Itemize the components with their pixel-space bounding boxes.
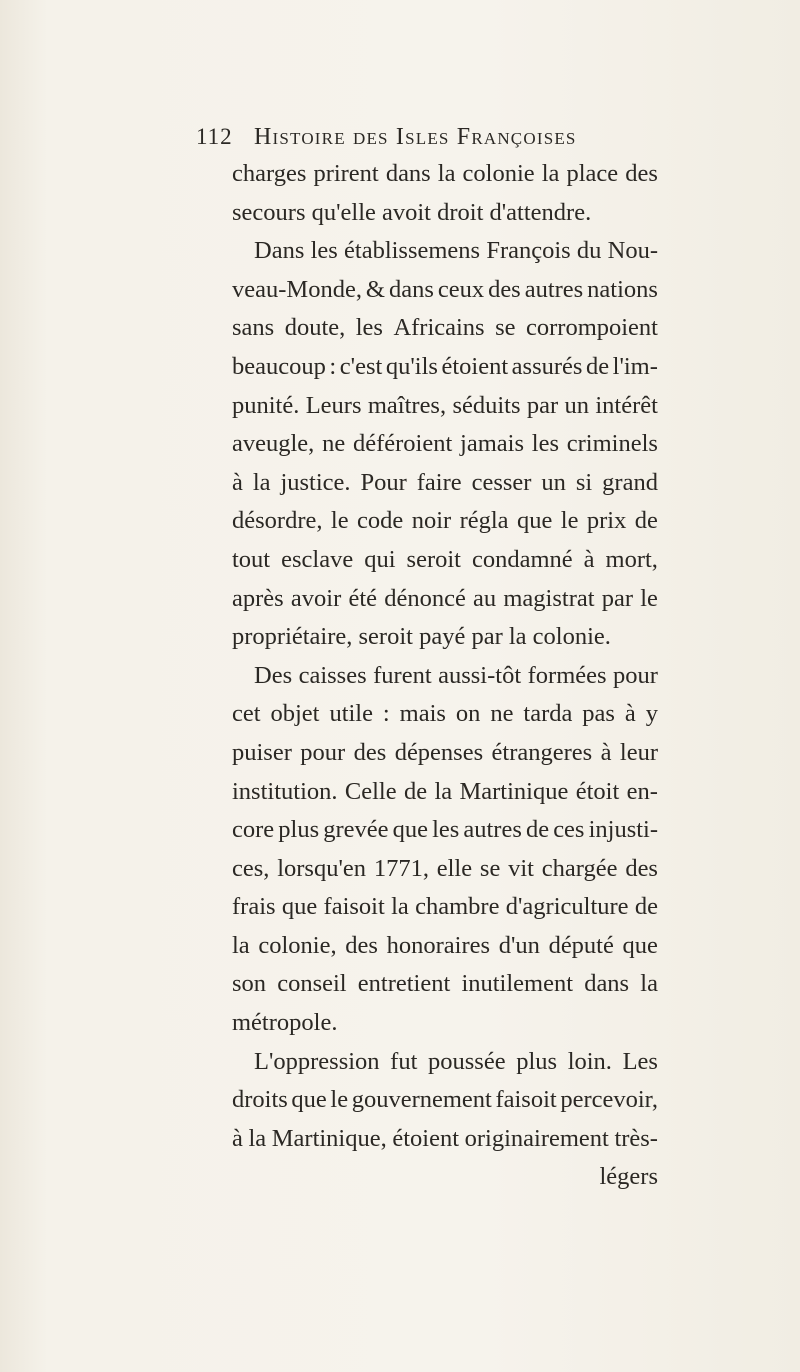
- text-line: propriétaire, seroit payé par la colonie.: [232, 623, 611, 651]
- text-line: secours qu'elle avoit droit d'attendre.: [232, 198, 592, 226]
- catchword: légers: [599, 1163, 658, 1191]
- text-line: puiser pour des dépenses étrangeres à leur: [232, 738, 658, 766]
- text-line: punité. Leurs maîtres, séduits par un intérêt: [232, 391, 658, 419]
- paragraph-start-line: L'oppression fut poussée plus loin. Les: [254, 1047, 658, 1075]
- paragraph-start-line: Des caisses furent aussi-tôt formées pour: [254, 661, 658, 689]
- text-line: aveugle, ne déféroient jamais les criminels: [232, 430, 658, 458]
- text-line: la colonie, des honoraires d'un député que: [232, 931, 658, 959]
- text-line: sans doute, les Africains se corrompoient: [232, 314, 658, 342]
- text-line: après avoir été dénoncé au magistrat par le: [232, 584, 658, 612]
- text-line: institution. Celle de la Martinique étoit en-: [232, 777, 658, 805]
- text-line: tout esclave qui seroit condamné à mort,: [232, 545, 658, 573]
- text-line: à la justice. Pour faire cesser un si grand: [232, 468, 658, 496]
- text-line: ces, lorsqu'en 1771, elle se vit chargée des: [232, 854, 658, 882]
- text-line: métropole.: [232, 1009, 338, 1037]
- text-line: désordre, le code noir régla que le prix de: [232, 507, 658, 535]
- text-line: frais que faisoit la chambre d'agriculture de: [232, 893, 658, 921]
- page-header: [196, 124, 646, 154]
- text-line: charges prirent dans la colonie la place des: [232, 160, 658, 187]
- body-text: [232, 155, 658, 1197]
- text-line: veau-Monde, & dans ceux des autres nations: [232, 275, 658, 303]
- text-line: droits que le gouvernement faisoit percevoir,: [232, 1086, 658, 1114]
- paragraph-start-line: Dans les établissemens François du Nou-: [254, 237, 658, 265]
- text-line: beaucoup : c'est qu'ils étoient assurés de l'im-: [232, 352, 658, 380]
- text-line: cet objet utile : mais on ne tarda pas à y: [232, 700, 658, 728]
- page-number: 112: [196, 124, 233, 149]
- text-line: son conseil entretient inutilement dans la: [232, 970, 658, 998]
- running-title: Histoire des Isles Françoises: [254, 124, 577, 150]
- text-line: à la Martinique, étoient originairement très-: [232, 1124, 658, 1152]
- text-line: core plus grevée que les autres de ces injusti-: [232, 816, 658, 844]
